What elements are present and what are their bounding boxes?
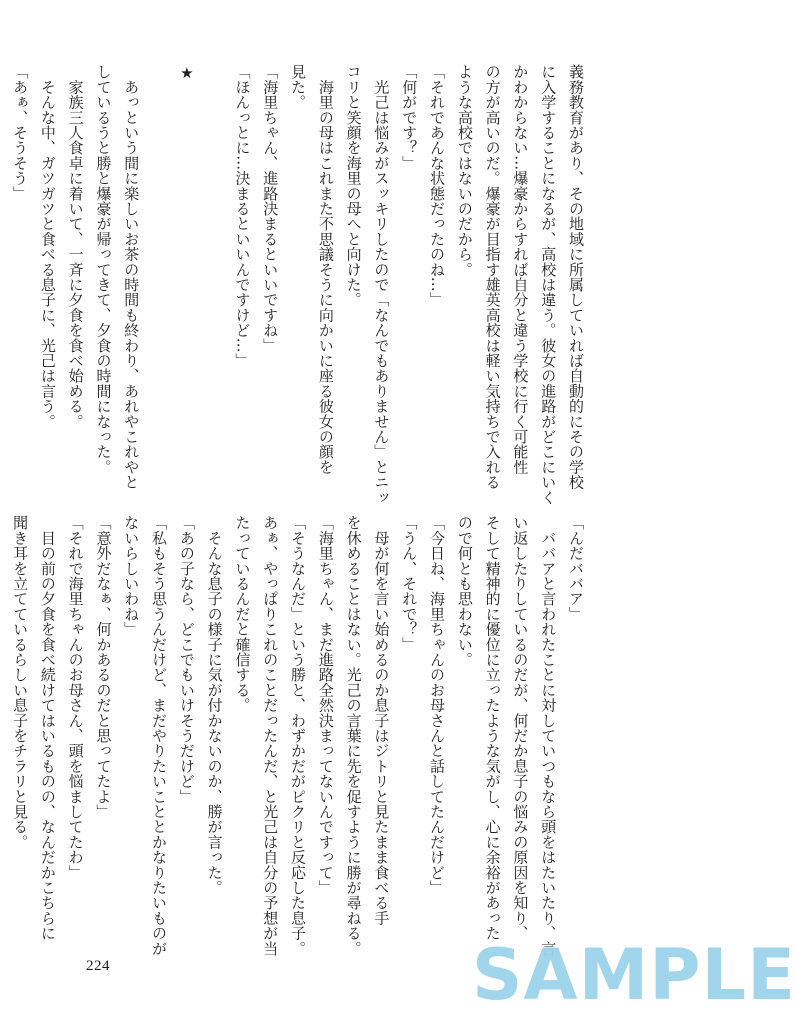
text-column: そんな中、ガツガツと食べる息子に、光己は言う。 <box>38 64 57 429</box>
text-column: 光己は悩みがスッキリしたので「なんでもありません」とニッ <box>372 64 391 505</box>
text-column: 海里の母はこれまた不思議そうに向かいに座る彼女の顔を <box>316 64 335 475</box>
text-column: の方が高いのだ。爆豪が目指す雄英高校は軽い気持ちで入れる <box>483 64 502 490</box>
text-column: 聞き耳を立てているらしい息子をチラリと見る。 <box>11 515 30 850</box>
text-column: 「そうなんだ」という勝と、わずかだがピクリと反応した息子。 <box>289 515 308 956</box>
text-column: 「ほんっとに…決まるといいんですけど…」 <box>233 64 252 368</box>
text-column: そんな息子の様子に気が付かないのか、勝が言った。 <box>205 515 224 895</box>
text-column: 「意外だなぁ、何かあるのだと思ってたよ」 <box>94 515 113 819</box>
text-column: 目の前の夕食を食べ続けてはいるものの、なんだかこちらに <box>38 515 57 941</box>
text-column: い返したりしているのだが、何だか息子の悩みの原因を知り、 <box>511 515 530 941</box>
text-column: 「何がです？」 <box>400 64 419 171</box>
text-column: そして精神的に優位に立ったような気がし、心に余裕があった <box>483 515 502 941</box>
top-text-block <box>0 64 589 505</box>
text-column: かわからない…爆豪からすれば自分と違う学校に行く可能性 <box>511 64 530 475</box>
text-column: あっという間に楽しいお茶の時間も終わり、あれやこれやと <box>122 64 141 490</box>
text-column: 母が何を言い始めるのか息子はジトリと見たまま食べる手 <box>372 515 391 926</box>
text-column: 家族三人食卓に着いて、一斉に夕食を食べ始める。 <box>66 64 85 429</box>
text-column: 「あの子なら、どこでもいけそうだけど」 <box>177 515 196 804</box>
page-number: 224 <box>86 958 110 974</box>
text-column: 「んだババア」 <box>567 515 585 622</box>
text-column: コリと笑顔を海里の母へと向けた。 <box>344 64 363 308</box>
text-column: ★ <box>177 64 196 83</box>
text-column: 「それであんな状態だったのね…」 <box>428 64 447 308</box>
sample-watermark: SAMPLE <box>472 934 796 1016</box>
text-column: 「私もそう思うんだけど、まだやりたいこととかなりたいものが <box>150 515 169 956</box>
text-column: に入学することになるが、高校は違う。彼女の進路がどこにいく <box>539 64 558 505</box>
text-column: ので何とも思わない。 <box>455 515 474 667</box>
text-column: ような高校ではないのだから。 <box>455 64 474 277</box>
text-column: 見た。 <box>289 64 308 110</box>
text-column: ないらしいわね」 <box>122 515 141 637</box>
text-column <box>0 515 5 945</box>
text-column: 義務教育があり、その地域に所属していれば自動的にその学校 <box>567 64 585 490</box>
text-column: 「海里ちゃん、まだ進路全然決まってないんですって」 <box>316 515 335 895</box>
text-column: ババアと言われたことに対していつもなら頭をはたいたり、言 <box>539 515 558 956</box>
text-column: を休めることはない。光己の言葉に先を促すように勝が尋ねる。 <box>344 515 363 956</box>
text-column: 「今日ね、海里ちゃんのお母さんと話してたんだけど」 <box>428 515 447 895</box>
text-column: 「それで海里ちゃんのお母さん、頭を悩ましてたわ」 <box>66 515 85 880</box>
text-column: 「あぁ、そうそう」 <box>11 64 30 201</box>
text-column: 「海里ちゃん、進路決まるといいですね」 <box>261 64 280 353</box>
text-column: あぁ、やっぱりこれのことだったんだ、と光己は自分の予想が当 <box>261 515 280 956</box>
text-column: しているうと勝と爆豪が帰ってきて、夕食の時間になった。 <box>94 64 113 475</box>
text-column: 「うん、それで？」 <box>400 515 419 652</box>
text-column: たっているんだと確信する。 <box>233 515 252 713</box>
bottom-text-block <box>0 515 589 956</box>
text-column <box>144 64 172 494</box>
text-column <box>200 64 228 494</box>
